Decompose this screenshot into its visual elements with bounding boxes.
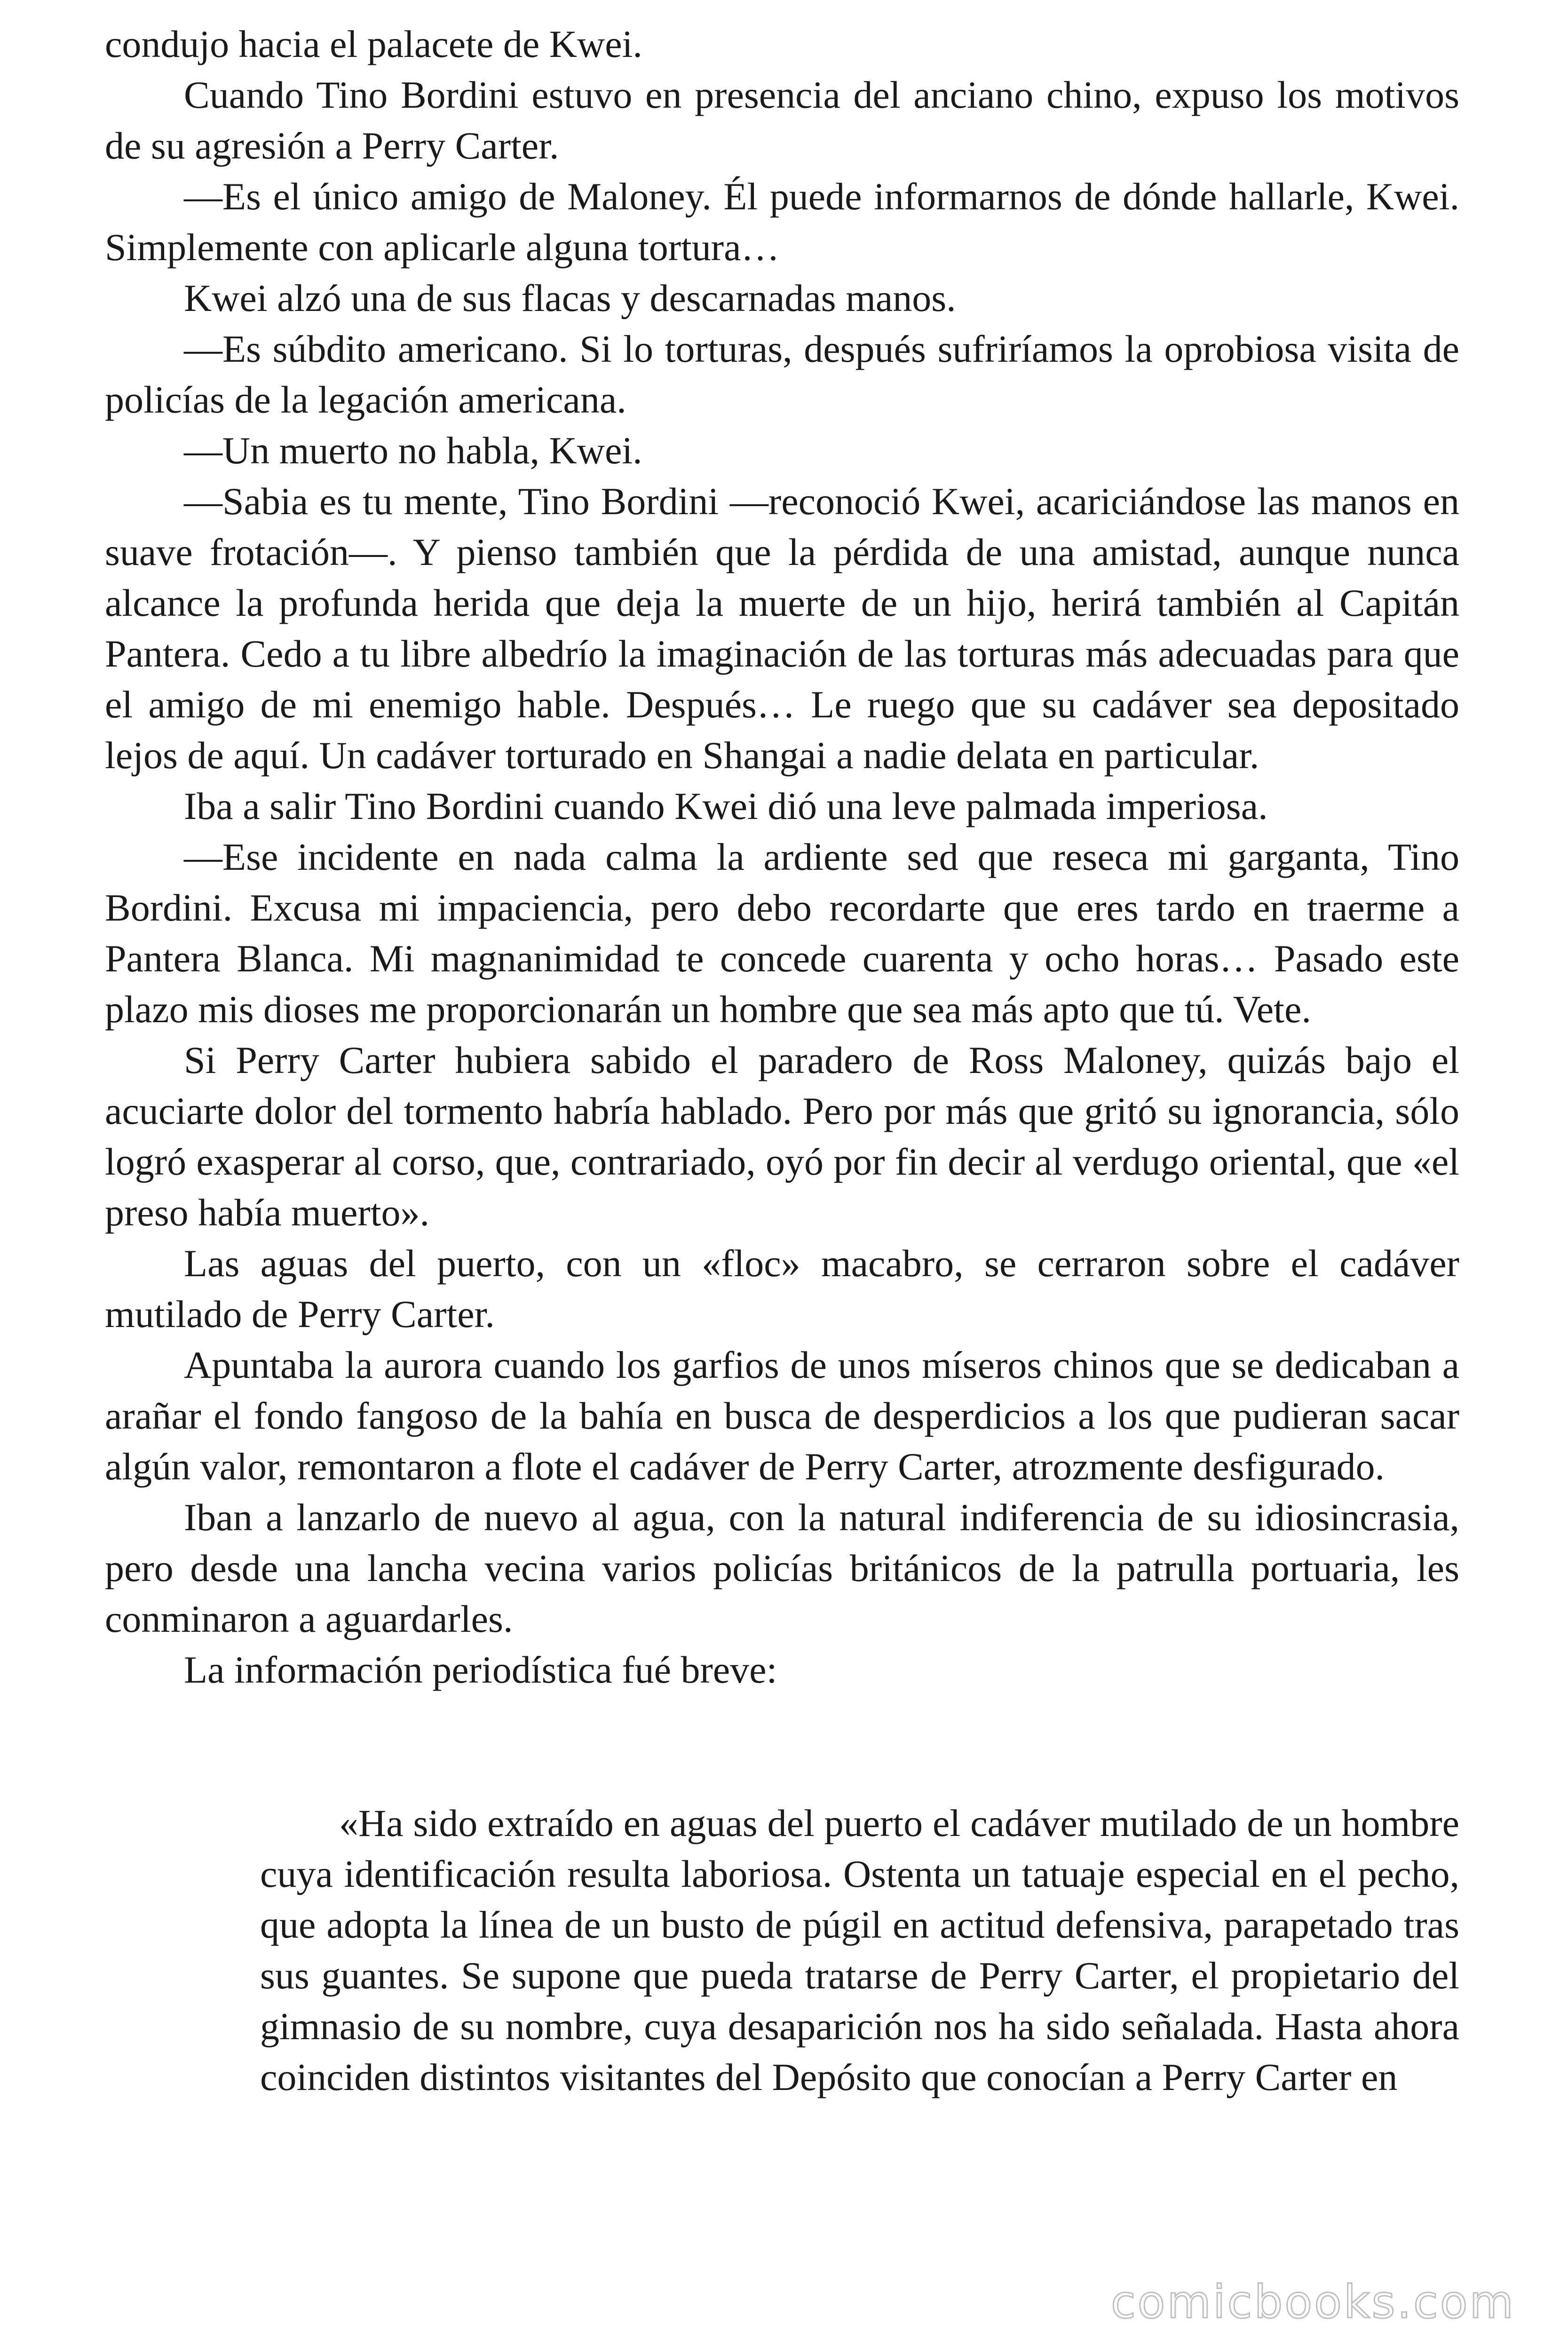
paragraph: Iba a salir Tino Bordini cuando Kwei dió una leve palmada imperiosa. — [184, 785, 1268, 827]
paragraph: La información periodística fué breve: — [184, 1648, 777, 1691]
paragraph: Las aguas del puerto, con un «floc» macabro, se cerraron sobre el cadáver mutilado de Perry Carter. — [105, 1242, 1459, 1335]
paragraph: —Es súbdito americano. Si lo torturas, después sufriríamos la oprobiosa visita de policías de la legación americana. — [105, 327, 1459, 421]
paragraph: —Es el único amigo de Maloney. Él puede informarnos de dónde hallarle, Kwei. Simplemente con aplicarle alguna tortura… — [105, 175, 1459, 269]
paragraph: Cuando Tino Bordini estuvo en presencia del anciano chino, expuso los motivos de su agresión a Perry Carter. — [105, 73, 1459, 167]
watermark: comicbooks.com — [1110, 2276, 1515, 2328]
paragraph: Iban a lanzarlo de nuevo al agua, con la natural indiferencia de su idiosincrasia, pero desde una lancha vecina varios policías británicos de la patrulla portuaria, les conminaron a aguardarles. — [105, 1496, 1459, 1640]
paragraph: —Ese incidente en nada calma la ardiente sed que reseca mi garganta, Tino Bordini. Excusa mi impaciencia, pero debo recordarte que eres tardo en traerme a Pantera Blanca. Mi magnanimidad te concede cuarenta y ocho horas… Pasado este plazo mis dioses me proporcionarán un hombre que sea más apto que tú. Vete. — [105, 835, 1459, 1031]
paragraph: —Un muerto no habla, Kwei. — [184, 429, 642, 472]
paragraph: Si Perry Carter hubiera sabido el paradero de Ross Maloney, quizás bajo el acuciarte dolor del tormento habría hablado. Pero por más que gritó su ignorancia, sólo logró exasperar al corso, que, contrariado, oyó por fin decir al verdugo oriental, que «el preso había muerto». — [105, 1039, 1459, 1234]
paragraph: Kwei alzó una de sus flacas y descarnadas manos. — [184, 277, 956, 319]
paragraph: Apuntaba la aurora cuando los garfios de unos míseros chinos que se dedicaban a arañar el fondo fangoso de la bahía en busca de desperdicios a los que pudieran sacar algún valor, remontaron a flote el cadáver de Perry Carter, atrozmente desfigurado. — [105, 1343, 1459, 1488]
paragraph: —Sabia es tu mente, Tino Bordini —reconoció Kwei, acariciándose las manos en suave frotación—. Y pienso también que la pérdida de una amistad, aunque nunca alcance la profunda herida que deja la muerte de un hijo, herirá también al Capitán Pantera. Cedo a tu libre albedrío la imaginación de las torturas más adecuadas para que el amigo de mi enemigo hable. Después… Le ruego que su cadáver sea depositado lejos de aquí. Un cadáver torturado en Shangai a nadie delata en particular. — [105, 480, 1459, 777]
book-page — [105, 19, 1459, 2103]
block-quote: «Ha sido extraído en aguas del puerto el cadáver mutilado de un hombre cuya identificación resulta laboriosa. Ostenta un tatuaje especial en el pecho, que adopta la línea de un busto de púgil en actitud defensiva, parapetado tras sus guantes. Se supone que pueda tratarse de Perry Carter, el propietario del gimnasio de su nombre, cuya desaparición nos ha sido señalada. Hasta ahora coinciden distintos visitantes del Depósito que conocían a Perry Carter en — [260, 1802, 1459, 2098]
paragraph: condujo hacia el palacete de Kwei. — [105, 23, 642, 65]
